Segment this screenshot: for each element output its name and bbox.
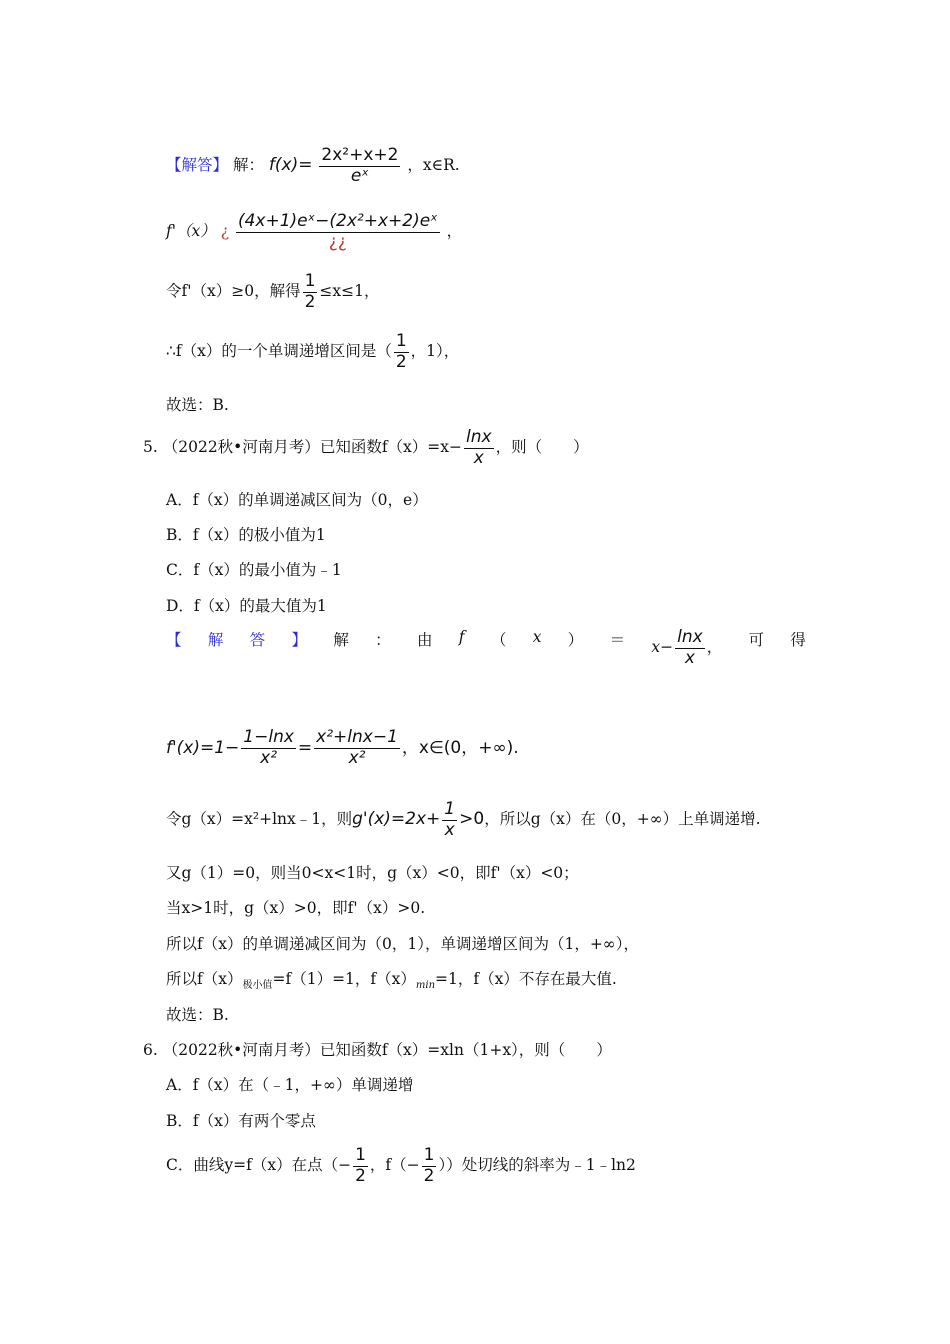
ans-word-4: f [458,628,465,646]
tag-char-4: 】 [291,631,307,649]
q6-c-a: C．曲线y=f（x）在点（− [166,1156,352,1175]
deriv-den: ¿¿ [328,231,347,252]
half-num-2: 1 [395,331,407,351]
q5-option-d[interactable]: D．f（x）的最大值为1 [166,597,327,615]
q6-half-2 [422,1146,437,1186]
f-def-lhs: f(x)= [268,155,313,176]
q5-line-so2 [166,967,617,991]
q6-c-c: ））处切线的斜率为﹣1﹣ln2 [438,1156,636,1175]
answer-line-1 [166,146,460,186]
q5-frac-num: lnx [466,427,492,447]
q5-answer-line [166,628,806,668]
line4-b: ，1）， [410,342,460,361]
q5-option-b[interactable]: B．f（x）的极小值为1 [166,526,326,544]
q6-option-c[interactable] [166,1146,636,1186]
half-fraction [303,272,318,312]
q6-stem [143,1038,612,1060]
answer-line-2 [166,212,462,252]
g-frac-num: 1 [444,799,456,819]
q6-number: 6. [143,1041,158,1059]
deriv-tail: ， [446,222,463,241]
ans-word-2: ： [375,631,391,649]
g-fraction [442,800,457,840]
tag-char-3: 答 [249,631,266,649]
f-def-den: eˣ [350,165,369,186]
q6-half-den-2: 2 [423,1165,435,1186]
q5-line-again: 又g（1）=0，则当0<x<1时，g（x）<0，即f'（x）<0； [166,864,579,882]
g-line-a: 令g（x）=x²+lnx﹣1，则 [166,810,353,829]
ans-frac-den: x [684,647,695,668]
line3-b: ≤x≤1， [319,282,380,301]
ans-frac-num: lnx [677,627,703,647]
q5-deriv-lhs: f'(x)=1− [166,738,240,759]
answer-choose-1: 故选：B. [166,396,229,414]
q5-deriv-frac1 [241,728,296,768]
q5-option-a[interactable]: A．f（x）的单调递减区间为（0，e） [166,491,428,509]
so2-a: 所以f（x） [166,970,243,988]
g-frac-den: x [444,819,455,840]
q5-frac-den: x [473,447,484,468]
answer-choose-2: 故选：B. [166,1006,229,1024]
half-den-2: 2 [395,351,407,372]
ans-expr [651,628,722,668]
q5-deriv-f1-den: x² [260,747,278,768]
q6-option-a[interactable]: A．f（x）在（﹣1，+∞）单调递增 [166,1076,414,1094]
ans-word-7: ） [567,631,584,649]
g-prime: g'(x)=2x+ [352,809,441,830]
q5-deriv-domain: ，x∈(0，+∞). [401,738,519,759]
deriv-lhs: f'（x） [166,222,216,241]
g-line-b: ，所以g（x）在（0，+∞）上单调递增. [484,810,761,829]
so2-b: =f（1）=1，f（x） [272,970,416,988]
ans-tail-3: 得 [790,631,806,649]
q5-deriv-eq: = [297,738,313,759]
q5-derivative-line [166,728,519,768]
q6-option-b[interactable]: B．f（x）有两个零点 [166,1112,316,1130]
g-gt: >0 [459,809,485,830]
q5-g-line [166,800,761,840]
half-fraction-2 [394,332,409,372]
answer-line-3 [166,272,380,312]
q5-line-when: 当x>1时，g（x）>0，即f'（x）>0. [166,899,426,917]
ans-word-3: 由 [416,631,433,649]
deriv-num: (4x+1)eˣ−(2x²+x+2)eˣ [237,211,438,231]
ans-fraction [675,628,705,668]
ans-word-6: x [532,628,542,646]
jie: 解： [232,156,264,175]
answer-line-4 [166,332,459,372]
q5-deriv-frac2 [314,728,400,768]
ans-tail-1: ， [706,638,723,657]
so2-c: =1，f（x）不存在最大值. [435,970,617,988]
q6-half-1 [353,1146,368,1186]
ans-word-8: ＝ [609,631,626,649]
ans-word-5: （ [490,631,507,649]
sub-min-value: 极小值 [242,980,273,992]
q5-stem-b: ，则（ ） [495,438,589,457]
q5-line-so1: 所以f（x）的单调递减区间为（0，1），单调递增区间为（1，+∞）， [166,935,639,953]
ans-expr-text: x− [651,638,674,657]
line3-a: 令f'（x）≥0，解得 [166,282,301,301]
line4-a: ∴f（x）的一个单调递增区间是（ [166,342,392,361]
half-den: 2 [304,291,316,312]
q5-fraction [464,428,494,468]
q6-half-num-1: 1 [355,1145,366,1165]
q5-number: 5. [143,438,158,457]
f-def-num: 2x²+x+2 [321,145,399,165]
q6-c-b: ，f（− [369,1156,420,1175]
q5-option-c[interactable]: C．f（x）的最小值为﹣1 [166,561,342,579]
q6-half-den-1: 2 [355,1165,366,1186]
f-def-fraction [319,146,400,186]
ans-word-1: 解 [333,631,349,649]
q6-half-num-2: 1 [423,1145,435,1165]
q6-stem-text: （2022秋•河南月考）已知函数f（x）=xln（1+x），则（ ） [162,1041,612,1059]
half-num: 1 [304,271,316,291]
sub-min: min [415,980,436,992]
ans-tail-2: 可 [748,631,765,649]
tag-char-1: 【 [166,631,182,649]
f-def-domain: ，x∈R. [407,156,460,175]
garbled-char: ¿ [220,222,229,241]
answer-tag: 【解答】 [166,156,229,175]
deriv-fraction [236,212,440,252]
tag-char-2: 解 [207,631,224,649]
q5-stem-a: （2022秋•河南月考）已知函数f（x）=x− [162,438,463,457]
q5-stem [143,428,589,468]
q5-deriv-f2-num: x²+lnx−1 [316,727,398,747]
q5-deriv-f2-den: x² [348,747,366,768]
q5-deriv-f1-num: 1−lnx [243,727,294,747]
